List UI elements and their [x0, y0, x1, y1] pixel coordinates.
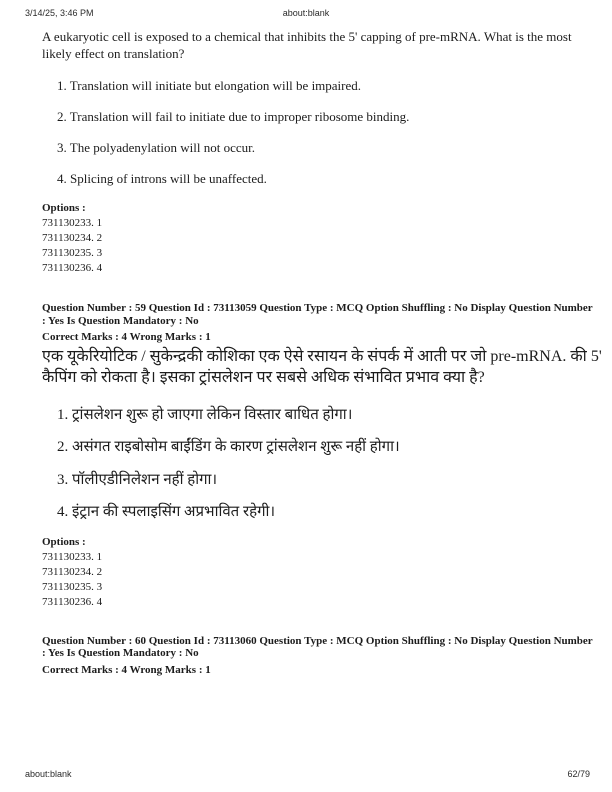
option-id-row: 731130234. 2: [42, 232, 103, 244]
options-label: Options :: [42, 202, 86, 214]
option-id-row: 731130235. 3: [42, 247, 103, 259]
question-59-option-2-english: 2. Translation will fail to initiate due to improper ribosome binding.: [57, 109, 410, 124]
header-document-title: about:blank: [282, 8, 330, 18]
question-59-marks: Correct Marks : 4 Wrong Marks : 1: [42, 331, 211, 343]
header-datetime: 3/14/25, 3:46 PM: [25, 8, 94, 18]
question-59-option-1-english: 1. Translation will initiate but elongation will be impaired.: [57, 78, 362, 93]
option-id-row: 731130235. 3: [42, 580, 103, 593]
question-60-metadata: Question Number : 60 Question Id : 73113060 Question Type : MCQ Option Shuffling : No Display Question Number : Yes Is Question Mandatory : No: [42, 634, 593, 659]
option-id-row: 731130234. 2: [42, 565, 103, 578]
document-content: [42, 28, 604, 676]
question-59-text-english: A eukaryotic cell is exposed to a chemical that inhibits the 5' capping of pre-mRNA. What is the most likely effect on translation?: [42, 29, 572, 61]
option-id-row: 731130233. 1: [42, 217, 103, 229]
footer-page-number: 62/79: [567, 769, 590, 779]
question-59-text-hindi: एक यूकेरियोटिक / सुकेन्द्रकी कोशिका एक ऐसे रसायन के संपर्क में आती पर जो pre-mRNA. की 5' कैपिंग को रोकता है। इसका ट्रांसलेशन पर सबसे अधिक संभावित प्रभाव क्या है?: [42, 347, 602, 386]
option-id-row: 731130236. 4: [42, 595, 103, 608]
question-59-option-2-hindi: 2. असंगत राइबोसोम बाईंडिंग के कारण ट्रांसलेशन शुरू नहीं होगा।: [57, 439, 400, 455]
question-59-option-1-hindi: 1. ट्रांसलेशन शुरू हो जाएगा लेकिन विस्तार बाधित होगा।: [57, 406, 353, 423]
question-59-option-4-english: 4. Splicing of introns will be unaffected.: [57, 171, 267, 186]
question-60-marks: Correct Marks : 4 Wrong Marks : 1: [42, 663, 211, 676]
option-id-row: 731130236. 4: [42, 262, 103, 274]
question-59-option-3-hindi: 3. पॉलीएडीनिलेशन नहीं होगा।: [57, 471, 218, 488]
question-59-option-4-hindi: 4. इंट्रान की स्पलाइसिंग अप्रभावित रहेगी।: [57, 504, 276, 520]
question-59-option-3-english: 3. The polyadenylation will not occur.: [57, 140, 255, 155]
footer-source-url: about:blank: [25, 769, 72, 779]
option-id-row: 731130233. 1: [42, 550, 103, 563]
question-59-metadata: Question Number : 59 Question Id : 73113059 Question Type : MCQ Option Shuffling : No Display Question Number : Yes Is Question Mandatory : No: [42, 302, 593, 327]
options-label: Options :: [42, 535, 86, 548]
